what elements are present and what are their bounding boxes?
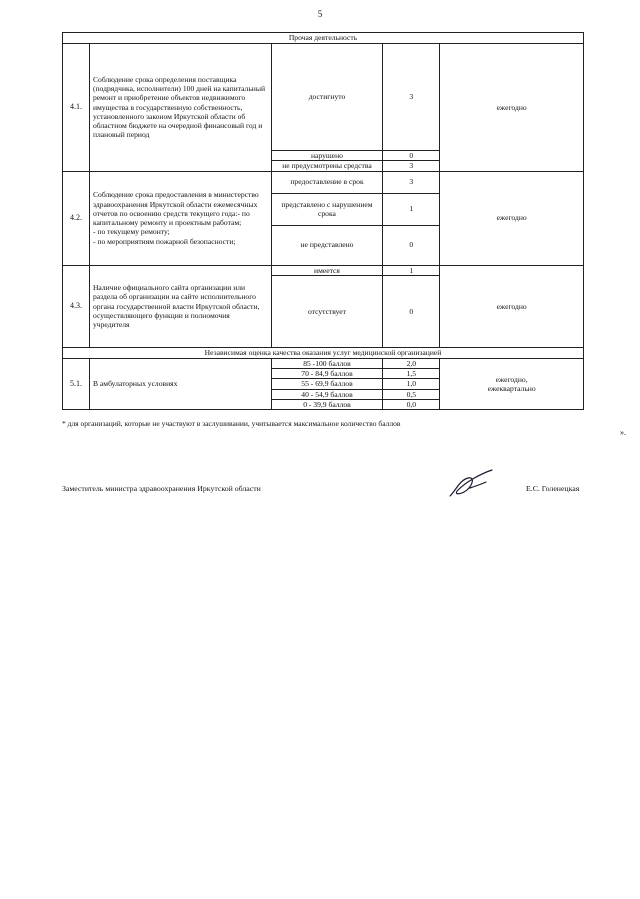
indicator-option: достигнуто [271, 44, 383, 151]
periodicity: ежегодно [440, 44, 584, 172]
table-row [63, 358, 584, 368]
indicator-option: 40 - 54,9 баллов [271, 389, 383, 399]
score-value: 0 [383, 225, 440, 265]
table-row [63, 44, 584, 151]
table-row [63, 171, 584, 193]
score-value: 0 [383, 275, 440, 347]
section-title-other: Прочая деятельность [63, 33, 584, 44]
indicator-option: нарушено [271, 151, 383, 161]
indicator-option: не представлено [271, 225, 383, 265]
footnote: * для организаций, которые не участвуют в заслушивании, учитывается максимальное количество баллов [62, 419, 401, 428]
score-value: 0,0 [383, 399, 440, 409]
score-value: 1,0 [383, 379, 440, 389]
table-row [63, 265, 584, 275]
score-value: 0 [383, 151, 440, 161]
periodicity: ежегодно, ежеквартально [440, 358, 584, 409]
row-number: 4.2. [63, 171, 90, 265]
score-value: 3 [383, 171, 440, 193]
periodicity: ежегодно [440, 265, 584, 347]
indicator-option: имеется [271, 265, 383, 275]
handwritten-signature [446, 466, 498, 504]
criterion-description: В амбулаторных условиях [89, 358, 271, 409]
criteria-table [62, 32, 584, 410]
criterion-description: Соблюдение срока определения поставщика (подрядчика, исполнители) 100 дней на капитальный ремонт и приобретение объектов недвижимого имущества в государственную собственность, установленного законом Иркутской области об областном бюджете на очередной финансовый год и плановый период [89, 44, 271, 172]
indicator-option: 0 - 39,9 баллов [271, 399, 383, 409]
row-number: 5.1. [63, 358, 90, 409]
closing-quote: ». [620, 428, 626, 437]
score-value: 2,0 [383, 358, 440, 368]
indicator-option: не предусмотрены средства [271, 161, 383, 171]
score-value: 1,5 [383, 369, 440, 379]
row-number: 4.3. [63, 265, 90, 347]
criterion-description: Соблюдение срока предоставления в министерство здравоохранения Иркутской области ежемесячных отчетов по освоению средств текущего года:- по капитальному ремонту и проектным работам; - по текущему ремонту; - по мероприятиям пожарной безопасности; [89, 171, 271, 265]
signatory-name: Е.С. Голенецкая [526, 484, 580, 493]
indicator-option: представлено с нарушением срока [271, 193, 383, 225]
row-number: 4.1. [63, 44, 90, 172]
indicator-option: отсутствует [271, 275, 383, 347]
indicator-option: предоставление в срок [271, 171, 383, 193]
signatory-position: Заместитель министра здравоохранения Иркутской области [62, 484, 261, 493]
indicator-option: 70 - 84,9 баллов [271, 369, 383, 379]
score-value: 1 [383, 193, 440, 225]
indicator-option: 55 - 69,9 баллов [271, 379, 383, 389]
score-value: 3 [383, 44, 440, 151]
page-number: 5 [317, 9, 323, 19]
section-title-independent: Независимая оценка качества оказания услуг медицинской организацией [63, 347, 584, 358]
section-header-row [63, 33, 584, 44]
criterion-description: Наличие официального сайта организации или раздела об организации на сайте исполнительного органа государственной власти Иркутской области, осуществляющего функции и полномочия учредителя [89, 265, 271, 347]
score-value: 1 [383, 265, 440, 275]
periodicity: ежегодно [440, 171, 584, 265]
section-header-row [63, 347, 584, 358]
score-value: 3 [383, 161, 440, 171]
indicator-option: 85 -100 баллов [271, 358, 383, 368]
score-value: 0,5 [383, 389, 440, 399]
